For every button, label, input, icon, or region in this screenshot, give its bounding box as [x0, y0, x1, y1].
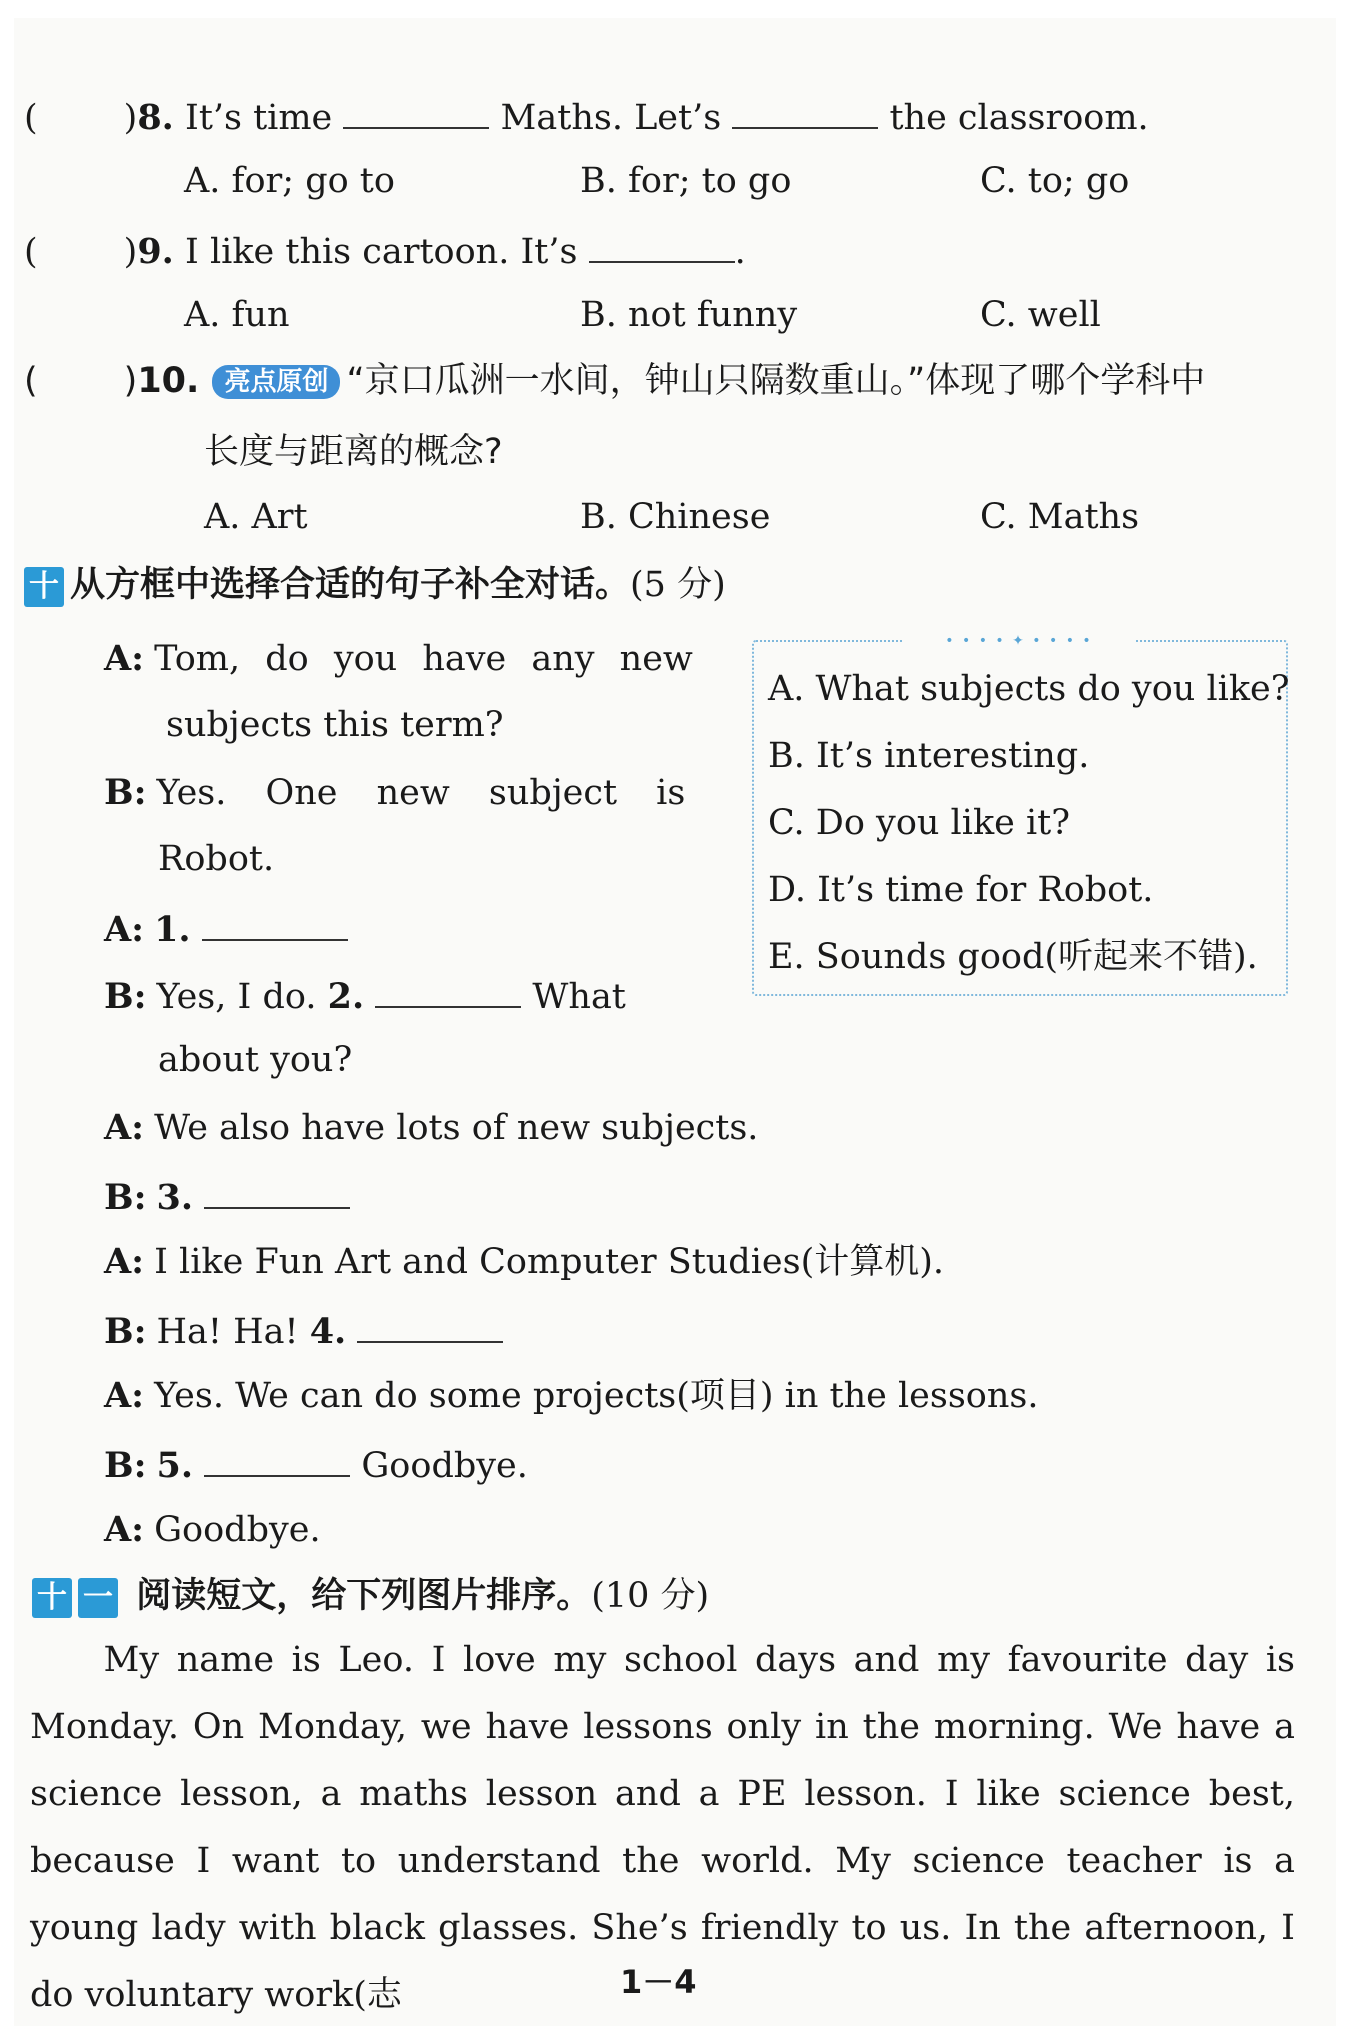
- dialogue-line: B: 5. Goodbye.: [104, 1445, 528, 1486]
- q10-option-b: B. Chinese: [580, 497, 771, 537]
- q8-line: ( )8. It’s time Maths. Let’s the classroom.: [24, 97, 1149, 138]
- q9-option-a: A. fun: [184, 295, 290, 335]
- question-number: 10.: [137, 361, 200, 401]
- answer-paren-open[interactable]: (: [24, 232, 38, 272]
- option-c: C. Do you like it?: [768, 803, 1071, 843]
- q9-line: ( )9. I like this cartoon. It’s .: [24, 231, 746, 272]
- original-tag: 亮点原创: [212, 365, 340, 399]
- section-11-heading: 十 一 阅读短文，给下列图片排序。(10 分): [32, 1578, 709, 1618]
- dialogue-line: A: Yes. We can do some projects(项目) in the lessons.: [104, 1375, 1039, 1416]
- dialogue-line: about you?: [158, 1040, 353, 1080]
- option-e: E. Sounds good(听起来不错).: [768, 937, 1258, 977]
- q9-option-b: B. not funny: [580, 295, 798, 335]
- answer-paren-open[interactable]: (: [24, 361, 38, 401]
- question-number: 8.: [137, 97, 174, 138]
- options-box: [752, 633, 1290, 996]
- dialogue-line: B: Ha! Ha! 4.: [104, 1311, 503, 1350]
- option-d: D. It’s time for Robot.: [768, 870, 1154, 910]
- box-ornament: • • • • ✦ • • • •: [904, 634, 1134, 648]
- dialogue-line: A: I like Fun Art and Computer Studies(计算机).: [104, 1241, 945, 1282]
- page-number: 1－4: [620, 1963, 697, 2001]
- q8-option-b: B. for; to go: [580, 161, 792, 201]
- answer-blank[interactable]: [202, 909, 348, 941]
- section-number-badge: 十: [24, 567, 64, 607]
- q10-line2: 长度与距离的概念?: [204, 432, 503, 472]
- answer-blank[interactable]: [732, 97, 878, 129]
- dialogue-line: A: Goodbye.: [104, 1509, 321, 1550]
- answer-paren-open[interactable]: (: [24, 98, 38, 138]
- answer-blank[interactable]: [343, 97, 489, 129]
- q9-option-c: C. well: [980, 295, 1101, 335]
- dialogue-line: B: Yes. One new subject is: [104, 772, 686, 813]
- passage-paragraph: My name is Leo. I love my school days and my favourite day is Monday. On Monday, we have lessons only in the morning. We have a science lesson, a maths lesson and a PE lesson. I like science best, because I want to understand the world. My science teacher is a young lady with black glasses. She’s friendly to us. In the afternoon, I do voluntary work(志: [30, 1640, 1295, 2015]
- question-number: 9.: [137, 231, 174, 272]
- dialogue-line: B: 3.: [104, 1177, 350, 1216]
- answer-blank[interactable]: [204, 1445, 350, 1477]
- q10-option-c: C. Maths: [980, 497, 1140, 537]
- option-a: A. What subjects do you like?: [768, 669, 1290, 709]
- q10-option-a: A. Art: [204, 497, 308, 537]
- section-number-badge: 一: [78, 1578, 118, 1618]
- q8-option-c: C. to; go: [980, 161, 1130, 201]
- answer-blank[interactable]: [357, 1311, 503, 1343]
- dialogue-line: A: 1.: [104, 909, 348, 948]
- answer-blank[interactable]: [204, 1177, 350, 1209]
- dialogue-line: B: Yes, I do. 2. What: [104, 976, 626, 1017]
- dialogue-line: Robot.: [158, 839, 275, 879]
- dialogue-line: A: Tom, do you have any new: [104, 638, 693, 679]
- dialogue-line: subjects this term?: [166, 705, 504, 745]
- answer-blank[interactable]: [589, 231, 735, 263]
- option-b: B. It’s interesting.: [768, 736, 1090, 776]
- q10-line: ( )10. 亮点原创 “京口瓜洲一水间，钟山只隔数重山。”体现了哪个学科中: [24, 361, 1206, 401]
- q8-option-a: A. for; go to: [184, 161, 395, 201]
- section-number-badge: 十: [32, 1578, 72, 1618]
- section-10-heading: 十 从方框中选择合适的句子补全对话。(5 分): [24, 567, 726, 607]
- dialogue-line: A: We also have lots of new subjects.: [104, 1107, 759, 1148]
- answer-blank[interactable]: [375, 976, 521, 1008]
